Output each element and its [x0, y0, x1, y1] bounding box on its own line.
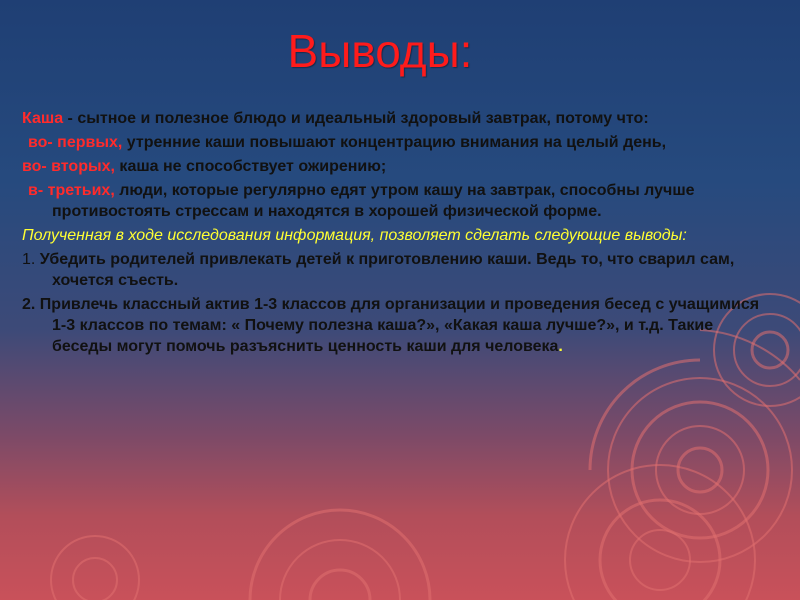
paragraph-conclusion-intro: Полученная в ходе исследования информация, позволяет сделать следующие выводы:: [22, 227, 687, 244]
slide-content: [22, 108, 762, 360]
term-third: в- третьих,: [28, 182, 115, 199]
paragraph-third: [22, 180, 762, 222]
term-kasha: Каша: [22, 110, 64, 127]
conclusion-item-1-text: Убедить родителей привлекать детей к приготовлению каши. Ведь то, что сварил сам, хочется съесть.: [35, 251, 735, 289]
paragraph-first: [22, 132, 762, 153]
paragraph-second-text: каша не способствует ожирению;: [114, 158, 387, 175]
paragraph-first-text: утренние каши повышают концентрацию внимания на целый день,: [122, 134, 667, 151]
conclusion-item-2-dot: .: [558, 338, 563, 355]
conclusion-item-1-number: 1.: [22, 251, 36, 268]
term-second: во- вторых,: [22, 158, 115, 175]
conclusion-item-2-text: 2. Привлечь классный актив 1-3 классов для организации и проведения бесед с учащимися 1-3 классов по темам: « Почему полезна каша?», «Какая каша лучше?», и т.д. Такие беседы могут помочь разъяснить ценность каши для человека: [22, 296, 760, 355]
paragraph-kasha-text: - сытное и полезное блюдо и идеальный здоровый завтрак, потому что:: [63, 110, 649, 127]
conclusion-item-2: [22, 294, 762, 357]
conclusion-item-1: [22, 249, 762, 291]
paragraph-second: [22, 156, 762, 177]
term-first: во- первых,: [28, 134, 123, 151]
slide-title: Выводы:: [287, 25, 473, 77]
paragraph-third-text: люди, которые регулярно едят утром кашу на завтрак, способны лучше противостоять стрессам и находятся в хорошей физической форме.: [52, 182, 695, 220]
paragraph-kasha: [22, 108, 762, 129]
